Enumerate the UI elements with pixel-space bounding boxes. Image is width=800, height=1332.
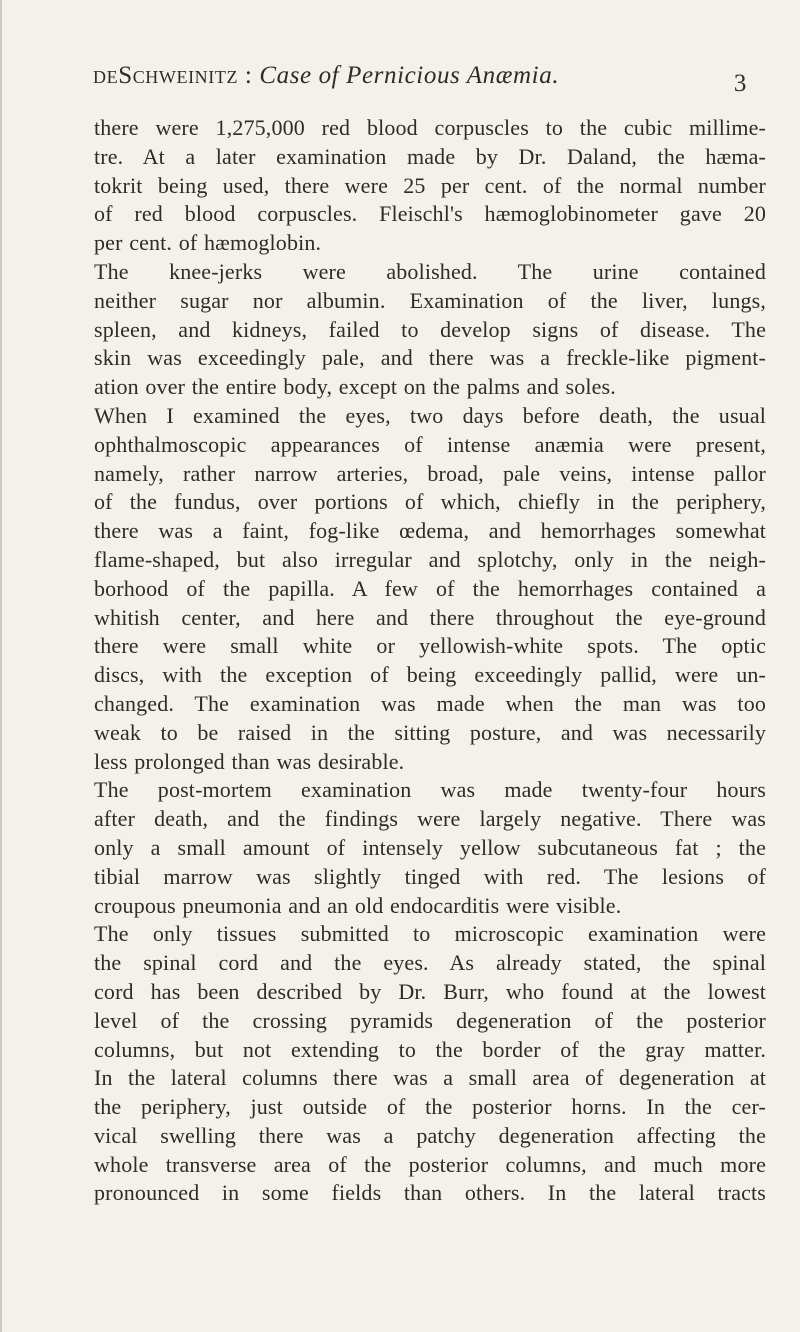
text-line: namely, rather narrow arteries, broad, pale veins, intense pallor bbox=[94, 460, 766, 486]
text-line: per cent. of hæmoglobin. bbox=[94, 230, 322, 256]
text-line: flame-shaped, but also irregular and splotchy, only in the neigh- bbox=[94, 546, 766, 572]
text-line: discs, with the exception of being exceedingly pallid, were un- bbox=[94, 662, 766, 688]
text-line: of the fundus, over portions of which, chiefly in the periphery, bbox=[94, 489, 766, 515]
text-line: The only tissues submitted to microscopic examination were bbox=[94, 921, 766, 947]
text-line: ation over the entire body, except on the palms and soles. bbox=[94, 374, 616, 400]
text-line: spleen, and kidneys, failed to develop signs of disease. The bbox=[94, 316, 766, 342]
text-line: In the lateral columns there was a small area of degeneration at bbox=[94, 1065, 766, 1091]
page-edge bbox=[0, 0, 2, 1332]
text-line: after death, and the findings were largely negative. There was bbox=[94, 806, 766, 832]
running-head-author: deSchweinitz bbox=[93, 62, 239, 89]
text-line: there were 1,275,000 red blood corpuscles to the cubic millime- bbox=[94, 115, 766, 140]
text-line: croupous pneumonia and an old endocarditis were visible. bbox=[94, 892, 622, 918]
text-line: The post-mortem examination was made twenty-four hours bbox=[94, 777, 766, 803]
text-line: whole transverse area of the posterior columns, and much more bbox=[94, 1151, 766, 1177]
text-line: of red blood corpuscles. Fleischl's hæmoglobinometer gave 20 bbox=[94, 201, 766, 227]
text-line: the periphery, just outside of the posterior horns. In the cer- bbox=[94, 1094, 766, 1120]
text-line: cord has been described by Dr. Burr, who found at the lowest bbox=[94, 978, 766, 1004]
text-line: level of the crossing pyramids degeneration of the posterior bbox=[94, 1007, 766, 1033]
text-line: the spinal cord and the eyes. As already stated, the spinal bbox=[94, 950, 766, 976]
text-line: ophthalmoscopic appearances of intense anæmia were present, bbox=[94, 431, 766, 457]
text-line: vical swelling there was a patchy degeneration affecting the bbox=[94, 1122, 766, 1148]
text-line: there was a faint, fog-like œdema, and hemorrhages somewhat bbox=[94, 518, 766, 544]
text-line: borhood of the papilla. A few of the hemorrhages contained a bbox=[94, 575, 766, 601]
text-line: The knee-jerks were abolished. The urine contained bbox=[94, 258, 766, 284]
body-text bbox=[94, 114, 766, 1208]
running-head-separator: : bbox=[238, 62, 260, 89]
text-line: there were small white or yellowish-white spots. The optic bbox=[94, 633, 766, 659]
text-line: tre. At a later examination made by Dr. Daland, the hæma- bbox=[94, 143, 766, 169]
text-line: skin was exceedingly pale, and there was a freckle-like pigment- bbox=[94, 345, 766, 371]
running-head-title: Case of Pernicious Anæmia. bbox=[259, 62, 560, 89]
text-line: weak to be raised in the sitting posture, and was necessarily bbox=[94, 719, 766, 745]
text-line: When I examined the eyes, two days before death, the usual bbox=[94, 402, 766, 428]
text-line: columns, but not extending to the border of the gray matter. bbox=[94, 1036, 766, 1062]
text-line: pronounced in some fields than others. In the lateral tracts bbox=[94, 1180, 766, 1206]
text-line: less prolonged than was desirable. bbox=[94, 748, 405, 774]
text-line: tibial marrow was slightly tinged with red. The lesions of bbox=[94, 863, 766, 889]
text-line: tokrit being used, there were 25 per cent. of the normal number bbox=[94, 172, 766, 198]
running-head bbox=[93, 62, 753, 98]
text-line: changed. The examination was made when the man was too bbox=[94, 690, 766, 716]
text-line: whitish center, and here and there throughout the eye-ground bbox=[94, 604, 766, 630]
text-line: only a small amount of intensely yellow subcutaneous fat ; the bbox=[94, 834, 766, 860]
page-number: 3 bbox=[733, 70, 747, 97]
text-line: neither sugar nor albumin. Examination of the liver, lungs, bbox=[94, 287, 766, 313]
